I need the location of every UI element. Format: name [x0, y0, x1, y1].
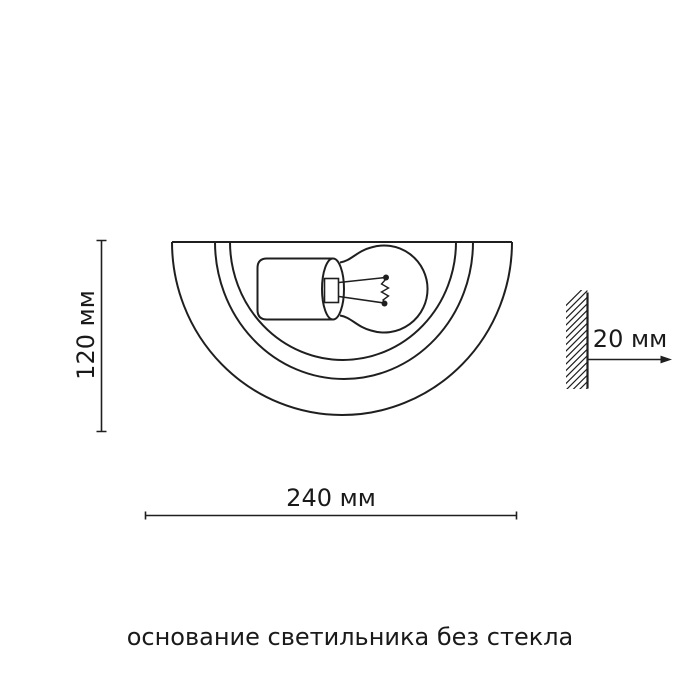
- height-dimension: [72, 241, 107, 432]
- filament-lead-wires: [339, 278, 386, 304]
- width-dimension-label: 240 мм: [286, 484, 376, 512]
- filament-contact-dot-top: [383, 275, 389, 281]
- wall-section: [560, 284, 588, 416]
- depth-arrowhead: [661, 356, 673, 364]
- diagram-caption: основание светильника без стекла: [126, 623, 574, 651]
- filament-contact-dot-bottom: [382, 301, 388, 307]
- filament-zigzag: [382, 279, 389, 302]
- bulb-glass: [340, 245, 428, 332]
- width-dimension-line: [146, 512, 517, 520]
- depth-dimension: [588, 325, 673, 363]
- lamp-front-view: [172, 242, 512, 415]
- height-dimension-label: 120 мм: [72, 290, 100, 380]
- bulb-base-rect: [325, 279, 339, 303]
- wall-hatch-lines: [560, 284, 588, 416]
- depth-dimension-label: 20 мм: [592, 325, 668, 353]
- width-dimension: [146, 484, 517, 520]
